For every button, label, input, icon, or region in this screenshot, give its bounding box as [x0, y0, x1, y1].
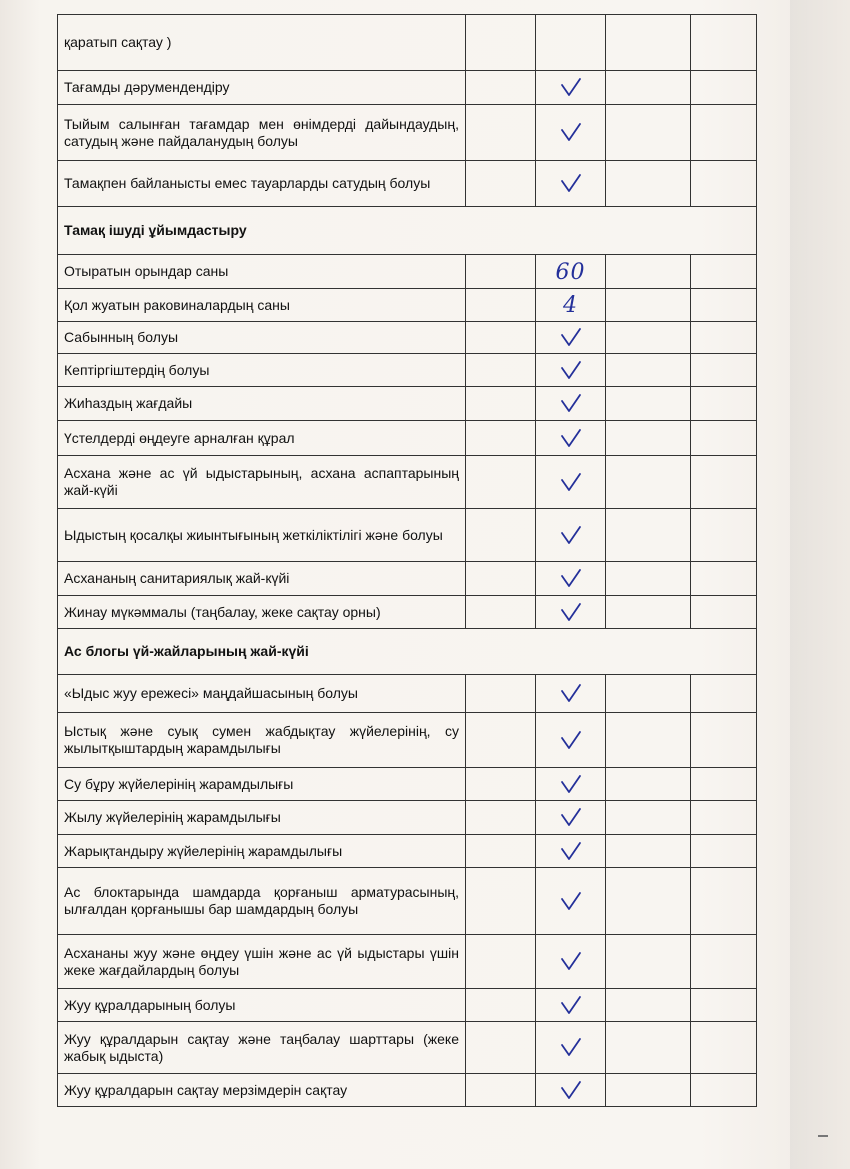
empty-cell [691, 161, 757, 207]
empty-cell [606, 387, 691, 421]
handwritten-check-icon [560, 601, 582, 623]
checklist-row [58, 289, 757, 322]
section-title: Тамақ ішуді ұйымдастыру [58, 207, 757, 255]
empty-cell [606, 421, 691, 456]
corner-mark [818, 1135, 828, 1143]
item-label: Асхананың санитариялық жай-күйі [58, 562, 466, 596]
empty-cell [606, 456, 691, 509]
item-label: Су бұру жүйелерінің жарамдылығы [58, 768, 466, 801]
checklist-row [58, 596, 757, 629]
checklist-row [58, 868, 757, 935]
empty-cell [691, 15, 757, 71]
item-label: Асхананы жуу және өңдеу үшін және ас үй ыдыстары үшін жеке жағдайлардың болуы [58, 935, 466, 989]
empty-cell [466, 1074, 536, 1107]
mark-cell [536, 456, 606, 509]
empty-cell [606, 354, 691, 387]
empty-cell [606, 1074, 691, 1107]
empty-cell [466, 15, 536, 71]
checklist-row [58, 105, 757, 161]
checklist-row [58, 71, 757, 105]
item-label: қаратып сақтау ) [58, 15, 466, 71]
empty-cell [466, 935, 536, 989]
handwritten-value: 60 [555, 259, 586, 285]
handwritten-value: 4 [563, 293, 578, 318]
empty-cell [466, 289, 536, 322]
mark-cell [536, 387, 606, 421]
checklist-row [58, 801, 757, 835]
empty-cell [466, 835, 536, 868]
empty-cell [606, 835, 691, 868]
item-label: Жарықтандыру жүйелерінің жарамдылығы [58, 835, 466, 868]
item-label: «Ыдыс жуу ережесі» маңдайшасының болуы [58, 675, 466, 713]
mark-cell [536, 989, 606, 1022]
inspection-checklist-table [57, 14, 757, 1107]
mark-cell [536, 713, 606, 768]
item-label: Ыстық және суық сумен жабдықтау жүйелерінің, су жылытқыштардың жарамдылығы [58, 713, 466, 768]
empty-cell [691, 675, 757, 713]
empty-cell [691, 989, 757, 1022]
handwritten-check-icon [560, 524, 582, 546]
empty-cell [691, 421, 757, 456]
item-label: Тамақпен байланысты емес тауарларды сатудың болуы [58, 161, 466, 207]
checklist-row [58, 675, 757, 713]
paper-edge-shadow [790, 0, 850, 1169]
mark-cell [536, 354, 606, 387]
empty-cell [466, 989, 536, 1022]
empty-cell [466, 509, 536, 562]
item-label: Жуу құралдарының болуы [58, 989, 466, 1022]
empty-cell [691, 456, 757, 509]
handwritten-check-icon [560, 729, 582, 751]
empty-cell [606, 322, 691, 354]
empty-cell [606, 509, 691, 562]
empty-cell [691, 322, 757, 354]
item-label: Жуу құралдарын сақтау мерзімдерін сақтау [58, 1074, 466, 1107]
checklist-row [58, 1022, 757, 1074]
handwritten-check-icon [560, 773, 582, 795]
mark-cell [536, 322, 606, 354]
empty-cell [691, 509, 757, 562]
mark-cell [536, 161, 606, 207]
handwritten-check-icon [560, 840, 582, 862]
empty-cell [606, 675, 691, 713]
checklist-row [58, 161, 757, 207]
mark-cell [536, 768, 606, 801]
handwritten-check-icon [560, 359, 582, 381]
mark-cell [536, 71, 606, 105]
empty-cell [606, 562, 691, 596]
handwritten-check-icon [560, 326, 582, 348]
checklist-row [58, 509, 757, 562]
item-label: Ыдыстың қосалқы жиынтығының жеткіліктілігі және болуы [58, 509, 466, 562]
empty-cell [466, 71, 536, 105]
empty-cell [691, 935, 757, 989]
handwritten-check-icon [560, 427, 582, 449]
item-label: Тағамды дәрумендендіру [58, 71, 466, 105]
item-label: Кептіргіштердің болуы [58, 354, 466, 387]
item-label: Отыратын орындар саны [58, 255, 466, 289]
checklist-row [58, 456, 757, 509]
empty-cell [691, 713, 757, 768]
handwritten-check-icon [560, 682, 582, 704]
handwritten-check-icon [560, 76, 582, 98]
empty-cell [466, 768, 536, 801]
handwritten-check-icon [560, 994, 582, 1016]
empty-cell [466, 322, 536, 354]
checklist-row [58, 354, 757, 387]
empty-cell [606, 161, 691, 207]
empty-cell [466, 562, 536, 596]
mark-cell [536, 421, 606, 456]
handwritten-check-icon [560, 806, 582, 828]
empty-cell [606, 71, 691, 105]
checklist-row [58, 322, 757, 354]
checklist-row [58, 15, 757, 71]
checklist-row [58, 1074, 757, 1107]
empty-cell [466, 354, 536, 387]
empty-cell [606, 1022, 691, 1074]
mark-cell [536, 509, 606, 562]
item-label: Асхана және ас үй ыдыстарының, асхана аспаптарының жай-күйі [58, 456, 466, 509]
mark-cell [536, 801, 606, 835]
empty-cell [466, 868, 536, 935]
checklist-row [58, 562, 757, 596]
empty-cell [466, 456, 536, 509]
item-label: Жинау мүкәммалы (таңбалау, жеке сақтау орны) [58, 596, 466, 629]
checklist-row [58, 387, 757, 421]
section-header-row [58, 629, 757, 675]
empty-cell [466, 713, 536, 768]
checklist-row [58, 768, 757, 801]
checklist-row [58, 835, 757, 868]
empty-cell [606, 989, 691, 1022]
mark-cell [536, 935, 606, 989]
checklist-row [58, 713, 757, 768]
empty-cell [691, 105, 757, 161]
empty-cell [691, 801, 757, 835]
mark-cell [536, 675, 606, 713]
item-label: Үстелдерді өңдеуге арналған құрал [58, 421, 466, 456]
mark-cell [536, 1074, 606, 1107]
empty-cell [466, 161, 536, 207]
mark-cell [536, 255, 606, 289]
empty-cell [691, 868, 757, 935]
handwritten-check-icon [560, 1079, 582, 1101]
empty-cell [691, 289, 757, 322]
mark-cell [536, 289, 606, 322]
empty-cell [606, 255, 691, 289]
empty-cell [606, 768, 691, 801]
empty-cell [691, 387, 757, 421]
mark-cell [536, 835, 606, 868]
empty-cell [691, 562, 757, 596]
item-label: Қол жуатын раковиналардың саны [58, 289, 466, 322]
checklist-row [58, 989, 757, 1022]
item-label: Жуу құралдарын сақтау және таңбалау шарттары (жеке жабық ыдыста) [58, 1022, 466, 1074]
mark-cell [536, 1022, 606, 1074]
empty-cell [691, 255, 757, 289]
item-label: Тыйым салынған тағамдар мен өнімдерді дайындаудың, сатудың және пайдаланудың болуы [58, 105, 466, 161]
empty-cell [691, 71, 757, 105]
handwritten-check-icon [560, 471, 582, 493]
empty-cell [466, 105, 536, 161]
handwritten-check-icon [560, 121, 582, 143]
empty-cell [466, 596, 536, 629]
empty-cell [606, 801, 691, 835]
handwritten-check-icon [560, 567, 582, 589]
empty-cell [691, 768, 757, 801]
empty-cell [606, 289, 691, 322]
empty-cell [606, 713, 691, 768]
empty-cell [691, 1074, 757, 1107]
empty-cell [606, 596, 691, 629]
handwritten-check-icon [560, 890, 582, 912]
empty-cell [466, 255, 536, 289]
empty-cell [606, 935, 691, 989]
empty-cell [466, 801, 536, 835]
empty-cell [606, 15, 691, 71]
section-title: Ас блогы үй-жайларының жай-күйі [58, 629, 757, 675]
item-label: Ас блоктарында шамдарда қорғаныш арматурасының, ылғалдан қорғанышы бар шамдардың болуы [58, 868, 466, 935]
mark-cell [536, 105, 606, 161]
checklist-row [58, 421, 757, 456]
mark-cell [536, 562, 606, 596]
handwritten-check-icon [560, 172, 582, 194]
checklist-row [58, 935, 757, 989]
empty-cell [691, 596, 757, 629]
empty-cell [691, 354, 757, 387]
empty-cell [691, 1022, 757, 1074]
empty-cell [466, 1022, 536, 1074]
mark-cell [536, 15, 606, 71]
checklist-row [58, 255, 757, 289]
mark-cell [536, 596, 606, 629]
item-label: Жылу жүйелерінің жарамдылығы [58, 801, 466, 835]
empty-cell [466, 421, 536, 456]
checklist-body [58, 15, 757, 1107]
empty-cell [466, 387, 536, 421]
handwritten-check-icon [560, 1036, 582, 1058]
empty-cell [606, 868, 691, 935]
mark-cell [536, 868, 606, 935]
section-header-row [58, 207, 757, 255]
item-label: Жиһаздың жағдайы [58, 387, 466, 421]
empty-cell [606, 105, 691, 161]
handwritten-check-icon [560, 392, 582, 414]
item-label: Сабынның болуы [58, 322, 466, 354]
empty-cell [691, 835, 757, 868]
handwritten-check-icon [560, 950, 582, 972]
empty-cell [466, 675, 536, 713]
